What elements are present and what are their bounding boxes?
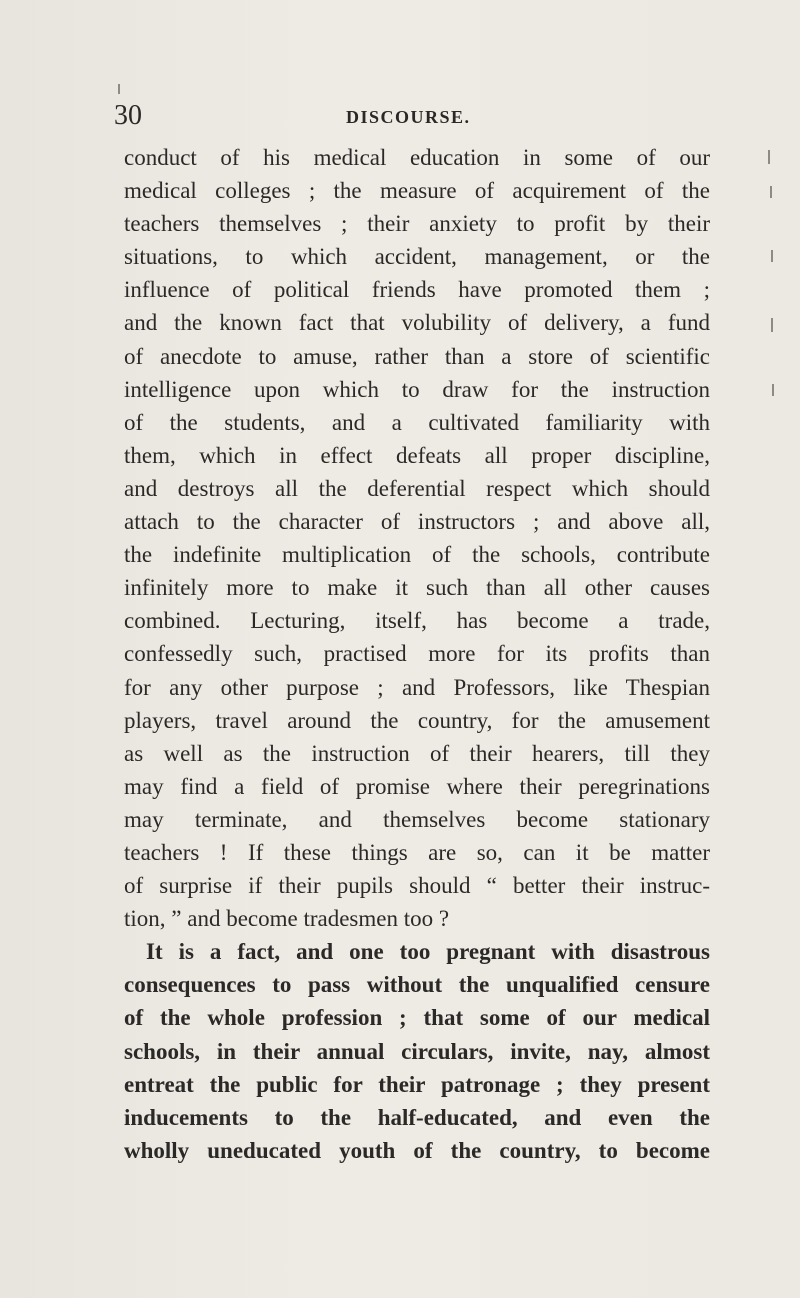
paragraph-end-line: tion, ” and become tradesmen too ? — [124, 906, 450, 932]
print-speck — [772, 384, 774, 396]
text-line: attach to the character of instructors ; and above all, — [124, 509, 710, 535]
text-line: for any other purpose ; and Professors, like Thespian — [124, 674, 710, 700]
text-line: schools, in their annual circulars, invite, nay, almost — [124, 1038, 710, 1064]
page-number: 30 — [114, 100, 142, 131]
text-line: of the students, and a cultivated familiarity with — [124, 409, 710, 435]
text-line: situations, to which accident, management, or the — [124, 244, 710, 270]
print-speck — [118, 84, 120, 94]
text-line: influence of political friends have promoted them ; — [124, 277, 710, 303]
text-line: them, which in effect defeats all proper discipline, — [124, 442, 710, 468]
text-line: inducements to the half-educated, and even the — [124, 1104, 710, 1130]
text-line: of the whole profession ; that some of our medical — [124, 1005, 710, 1031]
text-line: combined. Lecturing, itself, has become a trade, — [124, 608, 710, 634]
print-speck — [771, 250, 773, 262]
text-line: may terminate, and themselves become stationary — [124, 806, 710, 832]
text-line: wholly uneducated youth of the country, to become — [124, 1137, 710, 1163]
text-line: medical colleges ; the measure of acquirement of the — [124, 178, 710, 204]
print-speck — [768, 150, 770, 164]
text-line: teachers themselves ; their anxiety to profit by their — [124, 211, 710, 237]
text-line: teachers ! If these things are so, can it be matter — [124, 839, 710, 865]
text-line: infinitely more to make it such than all other causes — [124, 575, 710, 601]
text-line: entreat the public for their patronage ; they present — [124, 1071, 710, 1097]
running-title: DISCOURSE. — [346, 107, 471, 127]
text-line: players, travel around the country, for the amusement — [124, 707, 710, 733]
text-line: and destroys all the deferential respect which should — [124, 475, 710, 501]
print-speck — [770, 186, 772, 198]
print-speck — [771, 318, 773, 332]
text-line: intelligence upon which to draw for the instruction — [124, 376, 710, 402]
text-line: may find a field of promise where their peregrinations — [124, 773, 710, 799]
text-line: of anecdote to amuse, rather than a store of scientific — [124, 343, 710, 369]
text-line: of surprise if their pupils should “ better their instruc- — [124, 873, 710, 899]
text-line: confessedly such, practised more for its profits than — [124, 641, 710, 667]
running-head — [108, 96, 728, 136]
text-line: conduct of his medical education in some of our — [124, 145, 710, 170]
paragraph-start-line: It is a fact, and one too pregnant with disastrous — [146, 939, 710, 965]
text-line: consequences to pass without the unqualified censure — [124, 972, 710, 998]
text-line: and the known fact that volubility of delivery, a fund — [124, 310, 710, 336]
text-line: as well as the instruction of their hearers, till they — [124, 740, 710, 766]
body-text — [124, 141, 710, 1167]
text-line: the indefinite multiplication of the schools, contribute — [124, 542, 710, 568]
